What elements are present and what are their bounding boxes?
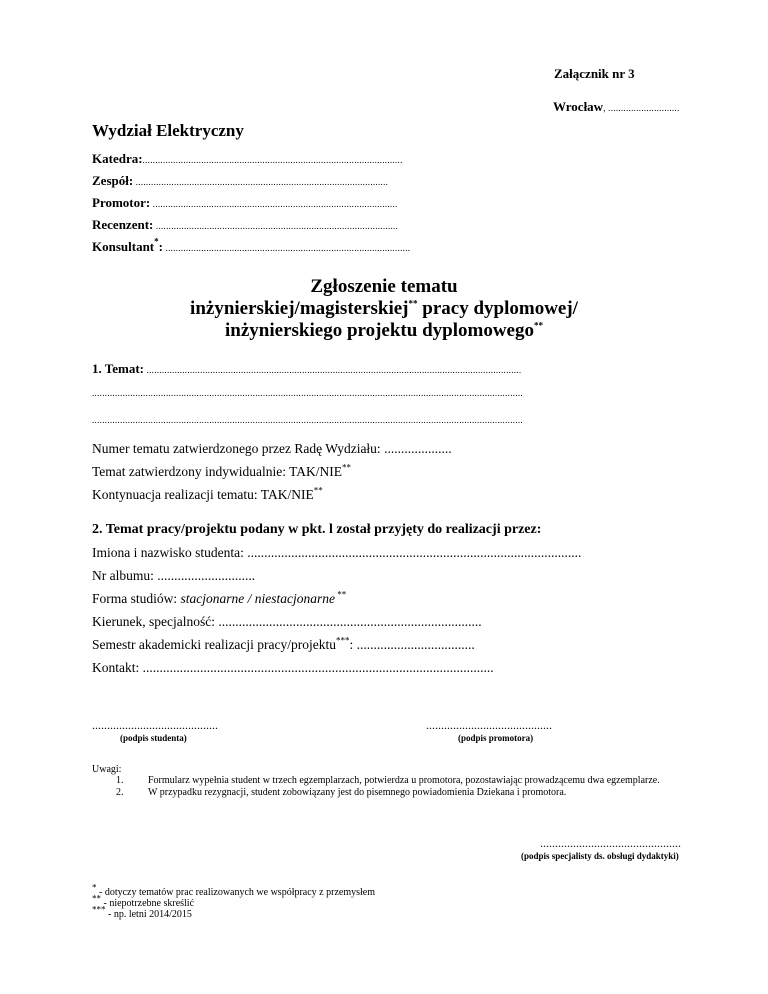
footnote-mark: ** [313, 485, 323, 496]
attachment-number: Załącznik nr 3 [554, 66, 635, 81]
field-recenzent [92, 216, 398, 234]
field-colon: : [158, 239, 163, 254]
form-title-line3 [0, 320, 768, 342]
place-date-line [553, 98, 680, 116]
student-name-field: Imiona i nazwisko studenta: ................................................................................................... [92, 545, 582, 560]
footnote [92, 882, 375, 898]
remark-number: 2. [116, 787, 124, 798]
semester-label: Semestr akademicki realizacji pracy/projektu [92, 637, 337, 652]
topic-continuation-label: Kontynuacja realizacji tematu: TAK/NIE [92, 487, 314, 502]
date-dots: , ............................ [603, 103, 680, 113]
footnote-mark: * [92, 882, 97, 893]
topic-continuation [92, 487, 323, 503]
study-form-field [92, 591, 346, 607]
remark-text: W przypadku rezygnacji, student zobowiązany jest do pisemnego powiadomienia Dziekana i promotora. [148, 787, 567, 798]
approved-topic-number: Numer tematu zatwierdzonego przez Radę Wydziału: .................... [92, 441, 452, 456]
field-label: Katedra: [92, 151, 143, 166]
footnote [92, 904, 192, 920]
footnote-text: - np. letni 2014/2015 [105, 909, 192, 920]
field-label: Zespół: [92, 173, 134, 188]
remark-number: 1. [116, 775, 124, 786]
approved-individually [92, 464, 351, 480]
field-dots: ................................................................................................ [150, 199, 398, 209]
field-konsultant [92, 238, 410, 256]
faculty-name: Wydział Elektryczny [92, 121, 244, 140]
footnote [92, 893, 195, 909]
field-zespol [92, 172, 388, 190]
title-text: pracy dyplomowej/ [417, 298, 578, 319]
field-dots: ................................................................................................ [162, 243, 411, 253]
topic-label: 1. Temat: [92, 361, 144, 376]
footnote-text: - niepotrzebne skreślić [101, 898, 195, 909]
study-form-value: stacjonarne / niestacjonarne [180, 591, 335, 606]
field-dots: ...................................................................................................... [142, 155, 403, 165]
title-footnote-mark: ** [408, 298, 418, 309]
footnote-mark: ** [335, 589, 347, 600]
topic-line [92, 360, 521, 378]
field-dots: ................................................................................................... [133, 177, 389, 187]
remark-text: Formularz wypełnia student w trzech egzemplarzach, potwierdza u promotora, pozostawiając prowadzącemu dwa egzemplarze. [148, 775, 660, 786]
student-signature-dots: .......................................... [92, 718, 218, 732]
topic-dots-line2: ......................................................................................................................................................................... [92, 388, 523, 398]
approved-individually-label: Temat zatwierdzony indywidualnie: TAK/NIE [92, 464, 343, 479]
field-label: Konsultant [92, 239, 155, 254]
topic-dots: ................................................................................................................................................... [144, 365, 522, 375]
section2-heading: 2. Temat pracy/projektu podany w pkt. l został przyjęty do realizacji przez: [92, 522, 542, 537]
footnote-mark: *** [92, 904, 106, 915]
place-label: Wrocław [553, 99, 604, 114]
contact-field: Kontakt: ........................................................................................................ [92, 660, 494, 675]
remark-item [116, 787, 566, 798]
title-text: inżynierskiej/magisterskiej [190, 298, 409, 319]
field-promotor [92, 194, 398, 212]
remark-item [116, 775, 660, 786]
footnote-mark: *** [336, 635, 350, 646]
student-signature-label: (podpis studenta) [120, 733, 187, 743]
field-label: Recenzent: [92, 217, 154, 232]
topic-dots-line3: ......................................................................................................................................................................... [92, 415, 523, 425]
direction-field: Kierunek, specjalność: .............................................................................. [92, 614, 482, 629]
footnote-mark: ** [342, 462, 352, 473]
footnote-text: - dotyczy tematów prac realizowanych we współpracy z przemysłem [96, 887, 375, 898]
title-text: inżynierskiego projektu dyplomowego [225, 320, 534, 341]
album-number-field: Nr albumu: ............................. [92, 568, 256, 583]
field-dots: ............................................................................................... [153, 221, 399, 231]
specialist-signature-dots: ............................................... [540, 836, 681, 850]
form-title-line2 [0, 298, 768, 320]
field-label: Promotor: [92, 195, 151, 210]
promoter-signature-label: (podpis promotora) [458, 733, 534, 743]
field-footnote-mark: * [154, 236, 159, 247]
specialist-signature-label: (podpis specjalisty ds. obsługi dydaktyki) [521, 851, 679, 861]
promoter-signature-dots: .......................................... [426, 718, 552, 732]
remarks-heading: Uwagi: [92, 764, 122, 775]
study-form-label: Forma studiów: [92, 591, 181, 606]
title-footnote-mark: ** [533, 320, 543, 331]
form-title-line1: Zgłoszenie tematu [310, 276, 458, 297]
semester-dots: : ................................... [349, 637, 475, 652]
footnote-mark: ** [92, 893, 101, 904]
semester-field [92, 637, 475, 653]
field-katedra [92, 150, 403, 168]
